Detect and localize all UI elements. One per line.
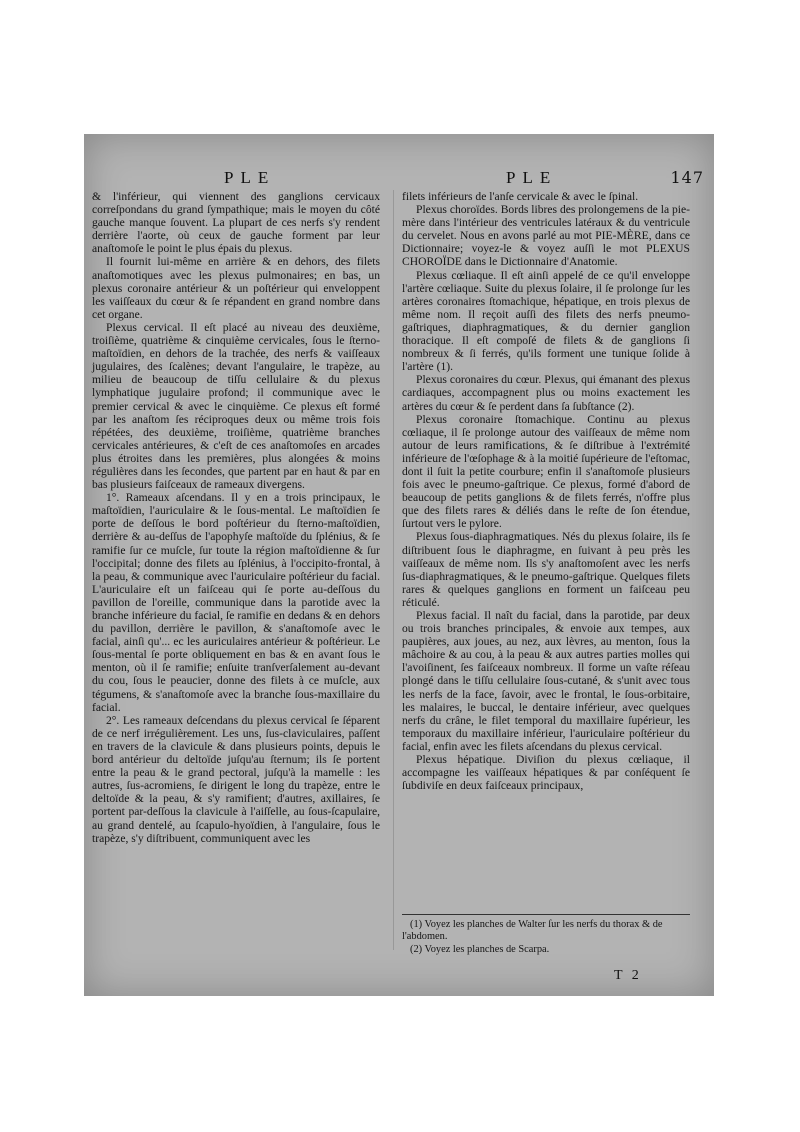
paragraph: Plexus cœliaque. Il eſt ainſi appelé de ce qu'il enveloppe l'artère cœliaque. Suite du plexus ſolaire, il ſe prolonge ſur les artères coronaires ſtomachique, hépatique, en trois plexus de même nom. Il reçoit auſſi des filets des nerfs pneumo-gaſtriques, diaphragmatiques, & du dernier ganglion thoracique. Il eſt compoſé de filets & de ganglions ſi nombreux & ſi ferrés, qu'ils forment une tunique ſolide à l'artère (1). bbox=[402, 268, 690, 374]
column-divider bbox=[393, 190, 394, 950]
left-column bbox=[92, 190, 380, 845]
running-head-right: PLE bbox=[506, 168, 558, 187]
paragraph: Plexus cervical. Il eſt placé au niveau des deuxième, troiſième, quatrième & cinquième cervicales, ſous le ſterno-maſtoïdien, en dehors de la trachée, des nerfs & vaiſſeaux jugulaires, des ſcalènes; devant l'angulaire, le trapèze, au milieu de beaucoup de tiſſu cellulaire & du plexus lymphatique jugulaire profond; il communique avec le premier cervical & avec le cinquième. Ce plexus eſt formé par les anaſtom ſes réciproques deux ou même trois fois répétées, des deuxième, troiſième, quatrième branches cervicales antérieures, & c'eſt de ces anaſtomoſes en arcades plus étroites dans les premières, plus alongées & moins régulières dans les ſecondes, que partent par en haut & par en bas plusieurs faiſceaux de rameaux divergens. bbox=[92, 320, 380, 492]
scanned-page bbox=[84, 134, 714, 996]
footnotes bbox=[402, 914, 690, 956]
paragraph: filets inférieurs de l'anſe cervicale & avec le ſpinal. bbox=[402, 190, 639, 203]
paragraph: Plexus facial. Il naît du facial, dans la parotide, par deux ou trois branches principales, & envoie aux tempes, aux paupières, aux joues, au nez, aux lèvres, au menton, ſous la mâchoire & au cou, à la peau & aux autres parties molles qui l'avoiſinent, ſes faiſceaux nombreux. Il forme un vaſte réſeau plongé dans le tiſſu cellulaire ſous-cutané, & s'unit avec tous les nerfs de la face, ſavoir, avec le frontal, le ſous-orbitaire, les malaires, le buccal, le dentaire inférieur, avec quelques nerfs du crâne, le filet temporal du maxillaire ſupérieur, les temporaux du maxillaire inférieur, l'auriculaire poſtérieur du facial, enfin avec les filets aſcendans du plexus cervical. bbox=[402, 609, 690, 753]
footnote: (2) Voyez les planches de Scarpa. bbox=[410, 943, 550, 955]
signature-mark: T 2 bbox=[614, 968, 642, 983]
page-number: 147 bbox=[670, 168, 704, 187]
paragraph: Plexus ſous-diaphragmatiques. Nés du plexus ſolaire, ils ſe diſtribuent ſous le diaphragme, en ſuivant à peu près les vaiſſeaux de même nom. Ils s'y anaſtomoſent avec les nerfs ſus-diaphragmatiques, & le pneumo-gaſtrique. Quelques filets rares & quelques ganglions en forment un faiſceau peu réticulé. bbox=[402, 530, 690, 609]
paragraph: 2°. Les rameaux deſcendans du plexus cervical ſe ſéparent de ce nerf irrégulièrement. Les uns, ſus-claviculaires, paſſent en travers de la clavicule & dans plusieurs points, depuis le bord antérieur du deltoïde juſqu'au ſternum; ils ſe portent entre la peau & le grand pectoral, juſqu'à la mamelle : les autres, ſus-acromiens, ſe dirigent le long du trapèze, entre le deltoïde & la peau, & s'y ramifient; d'autres, axillaires, ſe portent par-deſſous la clavicule à l'aiſſelle, au ſous-ſcapulaire, au grand dentelé, au ſcapulo-hyoïdien, à l'angulaire, ſous le trapèze, s'y diſtribuent, communiquent avec les bbox=[92, 713, 380, 845]
paragraph: Plexus hépatique. Diviſion du plexus cœliaque, il accompagne les vaiſſeaux hépatiques & par conſéquent ſe ſubdiviſe en deux faiſceaux principaux, bbox=[402, 753, 690, 793]
paragraph: Plexus choroïdes. Bords libres des prolongemens de la pie-mère dans l'intérieur des ventricules latéraux & du ventricule du cervelet. Nous en avons parlé au mot PIE-MÈRE, dans ce Dictionnaire; voyez-le & voyez auſſi le mot PLEXUS CHOROÏDE dans le Dictionnaire d'Anatomie. bbox=[402, 203, 691, 269]
paragraph: Plexus coronaires du cœur. Plexus, qui émanant des plexus cardiaques, accompagnent plus ou moins exactement les artères du cœur & ſe perdent dans ſa ſubſtance (2). bbox=[402, 373, 690, 413]
paragraph: Il fournit lui-même en arrière & en dehors, des filets anaſtomotiques avec les plexus pulmonaires; en bas, un plexus coronaire antérieur & un poſtérieur qui enveloppent les vaiſſeaux du cœur & ſe répandent en grand nombre dans cet organe. bbox=[92, 255, 380, 321]
right-column bbox=[402, 190, 690, 792]
footnote: (1) Voyez les planches de Walter ſur les nerfs du thorax & de l'abdomen. bbox=[402, 919, 663, 943]
paragraph: 1°. Rameaux aſcendans. Il y en a trois principaux, le maſtoïdien, l'auriculaire & le ſous-mental. Le maſtoïdien ſe porte de deſſous le bord poſtérieur du ſterno-maſtoïdien, derrière & au-deſſus de l'apophyſe maſtoïde du ſplénius, & ſe ramifie ſur ce muſcle, ſur toute la région maſtoïdienne & ſur l'occipital; donne des filets au ſplénius, à l'occipito-frontal, à la peau, & communique avec l'auriculaire poſtérieur du facial. L'auriculaire eſt un faiſceau qui ſe porte au-deſſous du pavillon de l'oreille, communique dans la parotide avec la branche inférieure du facial, ſe ramifie en dedans & en dehors du pavillon, derrière le pavillon, & s'anaſtomoſe avec le facial, ainſi qu'... ec les auriculaires antérieur & poſtérieur. Le ſous-mental ſe porte obliquement en bas & en avant ſous le menton, où il ſe ramifie; enſuite tranſverſalement au-devant du cou, ſous le peaucier, donne des filets à ce muſcle, aux tégumens, & s'anaſtomoſe avec la branche ſous-maxillaire du facial. bbox=[92, 491, 380, 714]
paragraph: Plexus coronaire ſtomachique. Continu au plexus cœliaque, il ſe prolonge autour des vaiſſeaux de même nom autour de leurs ramifications, & ſe diſtribue à l'extrémité inférieure de l'œſophage & à la moitié ſupérieure de l'eſtomac, dont il ſuit la petite courbure; enfin il s'anaſtomoſe plusieurs fois avec le pneumo-gaſtrique. Ce plexus, formé d'abord de beaucoup de petits ganglions & de filets ferrés, n'offre plus que des filets rares & déliés dans le reſte de ſon étendue, ſurtout vers le pylore. bbox=[402, 412, 690, 531]
running-head-left: PLE bbox=[224, 168, 276, 187]
paragraph: & l'inférieur, qui viennent des ganglions cervicaux correſpondans du grand ſympathique; mais le moyen du côté gauche manque ſouvent. La plupart de ces nerfs s'y rendent derrière l'aorte, où ceux de gauche forment par leur anaſtomoſe le point le plus épais du plexus. bbox=[92, 190, 380, 256]
